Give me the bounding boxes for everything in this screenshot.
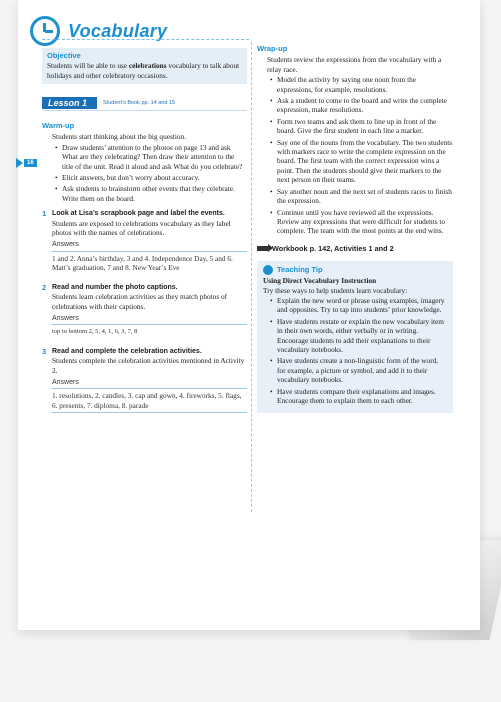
wrapup-item: • Ask a student to come to the board and write the complete expression, make resolutions. bbox=[277, 96, 453, 115]
teaching-tip-heading: Teaching Tip bbox=[277, 265, 323, 275]
teaching-tip-list bbox=[263, 296, 447, 405]
teaching-tip-intro: Try these ways to help students learn vocabulary: bbox=[263, 285, 408, 295]
activity-1 bbox=[42, 209, 247, 272]
wrapup-intro: Students review the expressions from the vocabulary with a relay race. bbox=[267, 55, 442, 74]
activity-title: Look at Lisa’s scrapbook page and label the events. bbox=[52, 210, 225, 218]
wrapup-item: • Form two teams and ask them to line up in front of the board. Give the first student in each line a marker. bbox=[277, 117, 453, 136]
activity-header bbox=[42, 347, 247, 356]
lesson-badge: Lesson 1 bbox=[42, 97, 97, 109]
right-column bbox=[257, 44, 453, 413]
objective-heading: Objective bbox=[47, 51, 81, 60]
answers-divider bbox=[52, 412, 247, 413]
activity-number: 1 bbox=[42, 209, 47, 219]
teaching-tip-item: • Have students compare their explanations and images. Encourage them to explain them to each other. bbox=[277, 387, 447, 406]
wrapup-item: • Model the activity by saying one noun from the expressions, for example, resolutions. bbox=[277, 75, 453, 94]
page-title: Vocabulary bbox=[68, 20, 168, 41]
objective-text bbox=[47, 61, 242, 80]
activity-number: 2 bbox=[42, 282, 47, 292]
arrow-right-icon bbox=[16, 158, 23, 168]
activity-2 bbox=[42, 283, 247, 337]
teaching-tip-box bbox=[257, 261, 453, 413]
arrow-right-icon bbox=[257, 246, 269, 251]
activity-number: 3 bbox=[42, 346, 47, 356]
answers-text: top to bottom 2, 5, 4, 1, 6, 3, 7, 8 bbox=[52, 328, 138, 336]
activity-header bbox=[42, 283, 247, 292]
warmup-item: • Elicit answers, but don’t worry about accuracy. bbox=[62, 173, 247, 182]
page-number: 16 bbox=[24, 159, 37, 167]
warmup-item: • Draw students’ attention to the photos on page 13 and ask What are they celebrating? Then draw their attention to the title of the unit. Read it aloud and ask What do you celebrate? bbox=[62, 143, 247, 171]
workbook-text: Workbook p. 142, Activities 1 and 2 bbox=[272, 243, 394, 253]
activity-title: Read and complete the celebration activities. bbox=[52, 347, 202, 355]
header bbox=[30, 16, 167, 46]
objective-box bbox=[42, 48, 247, 84]
wrapup-item: • Say one of the nouns from the vocabulary. The two students with markers race to write the complete expression on the board. The first team with the correct expression wins a point. Then the students should give their markers to the next person on their teams. bbox=[277, 138, 453, 185]
answers-text: 1. resolutions, 2. candles, 3. cap and gown, 4. fireworks, 5. flags, 6. presents, 7. diploma, 8. parade bbox=[52, 391, 242, 410]
warmup-list bbox=[42, 143, 247, 203]
activity-description: Students are exposed to celebrations vocabulary as they label photos with the names of celebrations. bbox=[52, 218, 231, 238]
objective-text-part: vocabulary to talk about holidays and other celebratory occasions. bbox=[47, 61, 240, 80]
warmup-heading: Warm-up bbox=[42, 121, 75, 130]
teaching-tip-item: • Have students restate or explain the new vocabulary item in their own words, either verbally or in writing. Encourage students to add their explanations to their vocabulary notebooks. bbox=[277, 317, 447, 355]
teacher-icon bbox=[263, 265, 273, 275]
header-divider bbox=[42, 39, 249, 40]
lesson-reference: Student’s Book pp. 14 and 15 bbox=[103, 100, 176, 106]
lesson-header bbox=[42, 97, 175, 109]
left-column bbox=[42, 121, 247, 413]
teaching-tip-header bbox=[263, 265, 447, 275]
answers-text: 1 and 2. Anna’s birthday, 3 and 4. Independence Day, 5 and 6. Matt’s graduation, 7 and 8. New Year’s Eve bbox=[52, 253, 233, 273]
answers-label: Answers bbox=[52, 314, 247, 325]
warmup-intro: Students start thinking about the big question. bbox=[52, 132, 186, 142]
warmup-item: • Ask students to brainstorm other events that they celebrate. Write them on the board. bbox=[62, 184, 247, 203]
wrapup-list bbox=[257, 75, 453, 236]
wrapup-heading: Wrap-up bbox=[257, 44, 288, 53]
teaching-tip-item: • Have students create a non-linguistic form of the word, for example, a picture or symbol, and add it to their vocabulary notebooks. bbox=[277, 356, 447, 384]
objective-text-part: Students will be able to use bbox=[47, 61, 129, 70]
wrapup-item: • Say another noun and the next set of students races to finish the expression. bbox=[277, 187, 453, 206]
teaching-tip-item: • Explain the new word or phrase using examples, imagery and opposites. Try to tap into students’ prior knowledge. bbox=[277, 296, 447, 315]
activity-3 bbox=[42, 347, 247, 413]
activity-title: Read and number the photo captions. bbox=[52, 283, 178, 291]
objective-keyword: celebrations bbox=[128, 61, 167, 70]
answers-label: Answers bbox=[52, 240, 247, 251]
column-divider bbox=[251, 42, 252, 512]
activity-description: Students learn celebration activities as they match photos of celebrations with their captions. bbox=[52, 292, 228, 311]
lesson-divider bbox=[42, 110, 247, 111]
activity-description: Students complete the celebration activities mentioned in Activity 2. bbox=[52, 356, 245, 375]
answers-label: Answers bbox=[52, 378, 247, 389]
clock-icon bbox=[30, 16, 60, 46]
activity-header bbox=[42, 209, 247, 218]
teaching-tip-subheading: Using Direct Vocabulary Instruction bbox=[263, 276, 377, 286]
page-number-marker bbox=[16, 158, 37, 168]
wrapup-item: • Continue until you have reviewed all the expressions. Review any expressions that were difficult for students to complete. The team with the most points at the end wins. bbox=[277, 208, 453, 236]
workbook-reference bbox=[257, 244, 453, 253]
